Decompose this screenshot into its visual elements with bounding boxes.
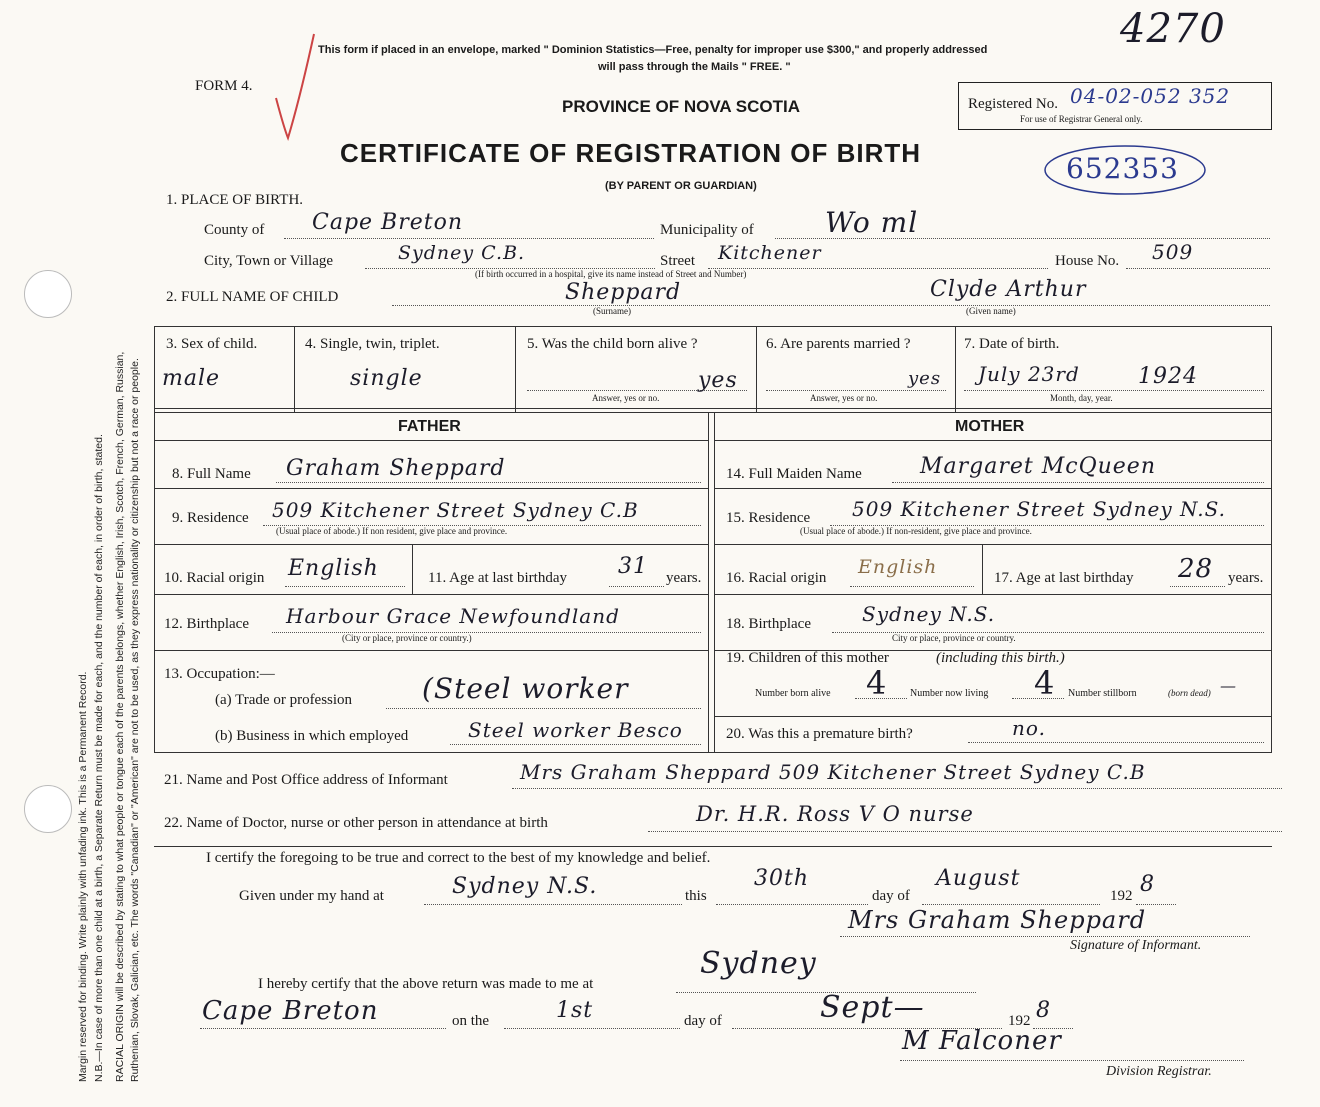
mother-residence-label: 15. Residence	[726, 510, 811, 526]
binding-hole-bottom	[24, 785, 72, 833]
registrar-text: I hereby certify that the above return was made to me at	[258, 976, 594, 992]
dob-month-day: July 23rd	[978, 362, 1080, 386]
married-caption: Answer, yes or no.	[810, 393, 878, 403]
father-race-value: English	[288, 556, 379, 581]
municipality-label: Municipality of	[660, 222, 754, 238]
margin-note-2: N.B.—In case of more than one child at a birth, a Separate Return must be made for each, and the number of each, in order of birth, stated.	[93, 434, 105, 1082]
form-number: FORM 4.	[195, 78, 253, 94]
registrar-caption: Division Registrar.	[1106, 1064, 1212, 1079]
registrar-month: Sept—	[820, 990, 925, 1025]
given-place: Sydney N.S.	[452, 874, 598, 899]
registrar-year-digit: 8	[1036, 998, 1051, 1023]
father-residence-value: 509 Kitchener Street Sydney C.B	[272, 498, 639, 522]
county-label: County of	[204, 222, 265, 238]
living-label: Number now living	[910, 688, 989, 699]
house-value: 509	[1152, 240, 1194, 264]
child-given-name: Clyde Arthur	[930, 277, 1087, 302]
given-year-digit: 8	[1140, 872, 1155, 897]
subtitle: (BY PARENT OR GUARDIAN)	[605, 180, 757, 192]
stamp-number: 652353	[1066, 152, 1179, 185]
binding-hole-top	[24, 270, 72, 318]
registrar-day-of: day of	[684, 1013, 722, 1029]
given-label: Given under my hand at	[239, 888, 384, 904]
registered-number-value: 04-02-052 352	[1070, 84, 1231, 108]
informant-signature: Mrs Graham Sheppard	[848, 906, 1147, 934]
county-value: Cape Breton	[312, 210, 464, 235]
dob-caption: Month, day, year.	[1050, 393, 1113, 403]
street-value: Kitchener	[718, 242, 822, 264]
alive-label: 5. Was the child born alive ?	[527, 336, 698, 352]
trade-label: (a) Trade or profession	[215, 692, 353, 708]
mother-race-value: English	[858, 556, 938, 578]
red-check-mark	[262, 28, 322, 148]
father-heading: FATHER	[398, 418, 461, 435]
margin-note-1: Margin reserved for binding. Write plainly with unfading ink. This is a Permanent Record.	[77, 671, 89, 1082]
mother-birthplace-value: Sydney N.S.	[862, 602, 996, 626]
stillborn-value: —	[1220, 676, 1237, 695]
this-label: this	[685, 888, 707, 904]
mother-birthplace-caption: City or place, province or country.	[892, 633, 1016, 643]
premature-value: no.	[1012, 716, 1046, 740]
margin-note-3: RACIAL ORIGIN will be described by stating to what people or tongue each of the parents belongs, whether English, Irish, Scotch, French, German, Russian,	[114, 351, 126, 1082]
surname-caption: (Surname)	[593, 306, 631, 316]
alive-value: yes	[698, 368, 738, 393]
married-label: 6. Are parents married ?	[766, 336, 911, 352]
father-age-label: 11. Age at last birthday	[428, 570, 567, 586]
mother-age-label: 17. Age at last birthday	[994, 570, 1134, 586]
father-birthplace-label: 12. Birthplace	[164, 616, 249, 632]
mail-notice: This form if placed in an envelope, marked " Dominion Statistics—Free, penalty for improper use $300," and properly addressed	[318, 44, 988, 56]
registrar-year-prefix: 192	[1008, 1013, 1031, 1029]
municipality-value: Wo ml	[825, 206, 919, 239]
signature-caption: Signature of Informant.	[1070, 938, 1202, 953]
city-label: City, Town or Village	[204, 253, 334, 269]
stamp-circle	[1040, 140, 1210, 200]
dob-year: 1924	[1138, 364, 1198, 389]
registered-label: Registered No.	[968, 96, 1058, 112]
father-birthplace-value: Harbour Grace Newfoundland	[286, 604, 620, 628]
given-month: August	[936, 866, 1021, 891]
sex-label: 3. Sex of child.	[166, 336, 258, 352]
dob-label: 7. Date of birth.	[964, 336, 1060, 352]
mother-name-value: Margaret McQueen	[920, 454, 1156, 479]
father-birthplace-caption: (City or place, province or country.)	[342, 633, 472, 643]
mother-birthplace-label: 18. Birthplace	[726, 616, 811, 632]
alive-caption: Answer, yes or no.	[592, 393, 660, 403]
informant-label: 21. Name and Post Office address of Informant	[164, 772, 448, 788]
born-alive-label: Number born alive	[755, 688, 831, 699]
father-name-value: Graham Sheppard	[286, 456, 506, 481]
page-title: CERTIFICATE OF REGISTRATION OF BIRTH	[340, 138, 922, 168]
children-label: 19. Children of this mother	[726, 650, 889, 666]
born-alive-value: 4	[866, 664, 888, 702]
mother-race-label: 16. Racial origin	[726, 570, 827, 586]
certify-text: I certify the foregoing to be true and correct to the best of my knowledge and belief.	[206, 850, 711, 866]
married-value: yes	[908, 368, 942, 389]
sex-value: male	[162, 366, 221, 391]
given-day-of: day of	[872, 888, 910, 904]
children-note: (including this birth.)	[936, 650, 1065, 666]
registrar-signature: M Falconer	[902, 1026, 1062, 1056]
father-name-label: 8. Full Name	[172, 466, 251, 482]
father-residence-caption: (Usual place of abode.) If non resident, give place and province.	[276, 526, 508, 536]
registrar-place: Sydney	[700, 946, 817, 981]
living-value: 4	[1034, 664, 1056, 702]
doctor-label: 22. Name of Doctor, nurse or other person in attendance at birth	[164, 815, 548, 831]
mother-heading: MOTHER	[955, 418, 1025, 435]
registrar-county: Cape Breton	[202, 996, 379, 1026]
registered-note: For use of Registrar General only.	[1020, 114, 1143, 124]
house-label: House No.	[1055, 253, 1120, 269]
father-age-value: 31	[618, 554, 648, 579]
mail-notice-2: will pass through the Mails " FREE. "	[598, 61, 791, 73]
mother-years: years.	[1228, 570, 1264, 586]
child-surname: Sheppard	[565, 280, 682, 305]
father-residence-label: 9. Residence	[172, 510, 249, 526]
street-label: Street	[660, 253, 695, 269]
father-years: years.	[666, 570, 702, 586]
stillborn-note: (born dead)	[1168, 688, 1211, 698]
doctor-value: Dr. H.R. Ross V O nurse	[696, 802, 974, 826]
mother-residence-value: 509 Kitchener Street Sydney N.S.	[852, 497, 1226, 521]
hospital-note: (If birth occurred in a hospital, give its name instead of Street and Number)	[475, 269, 747, 279]
mother-name-label: 14. Full Maiden Name	[726, 466, 862, 482]
city-value: Sydney C.B.	[398, 242, 526, 264]
trade-value: (Steel worker	[422, 672, 629, 705]
informant-value: Mrs Graham Sheppard 509 Kitchener Street Sydney C.B	[520, 760, 1146, 784]
business-value: Steel worker Besco	[468, 718, 683, 742]
place-heading: 1. PLACE OF BIRTH.	[166, 192, 304, 208]
business-label: (b) Business in which employed	[215, 728, 409, 744]
occupation-label: 13. Occupation:—	[164, 666, 275, 682]
on-the-label: on the	[452, 1013, 490, 1029]
mother-age-value: 28	[1178, 554, 1214, 584]
father-race-label: 10. Racial origin	[164, 570, 265, 586]
premature-label: 20. Was this a premature birth?	[726, 726, 913, 742]
registrar-day: 1st	[556, 998, 594, 1023]
given-caption: (Given name)	[966, 306, 1016, 316]
given-day: 30th	[754, 866, 810, 891]
given-year-prefix: 192	[1110, 888, 1133, 904]
single-label: 4. Single, twin, triplet.	[305, 336, 440, 352]
child-name-label: 2. FULL NAME OF CHILD	[166, 289, 339, 305]
margin-note-4: Ruthenian, Slovak, Galician, etc. The words "Canadian" or "American" are not to be used, as they express nationality or citizenship but not a race or people.	[129, 358, 141, 1082]
stillborn-label: Number stillborn	[1068, 688, 1137, 699]
mother-residence-caption: (Usual place of abode.) If non-resident, give place and province.	[800, 526, 1032, 536]
province-heading: PROVINCE OF NOVA SCOTIA	[562, 97, 801, 116]
stamp-number-top: 4270	[1120, 6, 1226, 52]
single-value: single	[350, 366, 423, 391]
